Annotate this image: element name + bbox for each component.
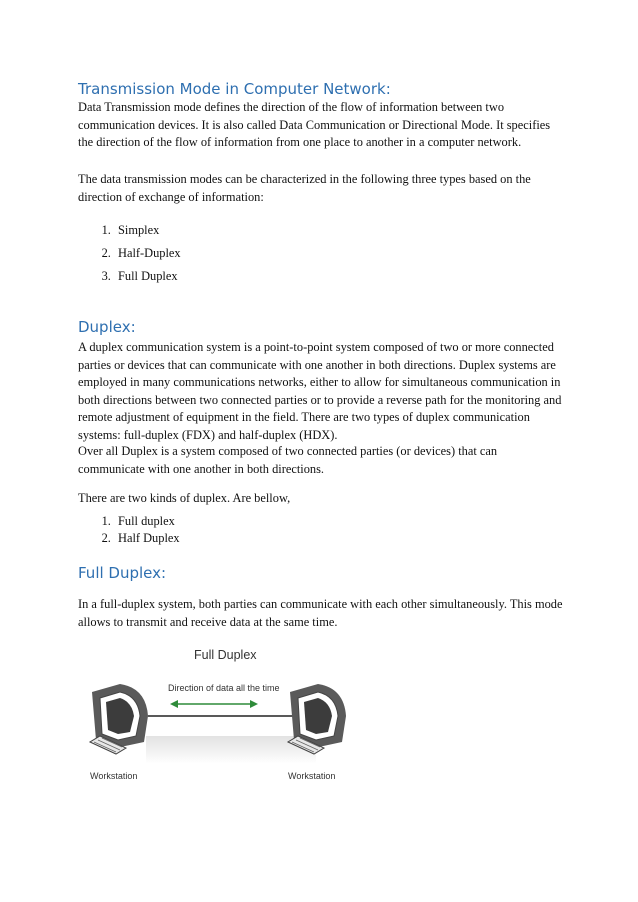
list-item: 2. Half Duplex [114, 530, 180, 547]
paragraph-transmission-types: The data transmission modes can be characterized in the following three types based on the direction of exchange of information: [78, 172, 531, 204]
list-transmission-modes [96, 219, 181, 288]
paragraph-duplex-summary: Over all Duplex is a system composed of two connected parties (or devices) that can communicate with one another in both directions. [78, 444, 498, 476]
workstation-right-icon [288, 684, 346, 754]
paragraph-duplex-definition: A duplex communication system is a point-to-point system composed of two or more connected parties or devices that can communicate with one another in both directions. Duplex systems are employed in many communications networks, either to allow for simultaneous communication in both directions between two connected parties or to provide a reverse path for the monitoring and remote adjustment of equipment in the field. There are two types of duplex communication systems: full-duplex (FDX) and half-duplex (HDX). [78, 340, 562, 442]
diagram-artwork [86, 644, 386, 784]
bidirectional-arrow-icon [170, 700, 258, 708]
list-item: 1. Full duplex [114, 513, 180, 530]
list-item: 1. Simplex [114, 219, 181, 242]
heading-full-duplex: Full Duplex: [78, 564, 167, 582]
paragraph-duplex-kinds: There are two kinds of duplex. Are bellow, [78, 491, 291, 505]
workstation-left-label: Workstation [90, 771, 138, 781]
heading-transmission-mode: Transmission Mode in Computer Network: [78, 80, 391, 98]
diagram-arrow-label: Direction of data all the time [168, 683, 280, 693]
list-item: 3. Full Duplex [114, 265, 181, 288]
list-item: 2. Half-Duplex [114, 242, 181, 265]
workstation-left-icon [90, 684, 148, 754]
full-duplex-diagram [86, 644, 386, 784]
paragraph-full-duplex: In a full-duplex system, both parties can communicate with each other simultaneously. This mode allows to transmit and receive data at the same time. [78, 597, 563, 629]
diagram-title: Full Duplex [194, 648, 257, 662]
workstation-right-label: Workstation [288, 771, 336, 781]
list-duplex-kinds [96, 513, 180, 546]
heading-duplex: Duplex: [78, 318, 136, 336]
paragraph-transmission-definition: Data Transmission mode defines the direction of the flow of information between two communication devices. It is also called Data Communication or Directional Mode. It specifies the direction of the flow of information from one place to another in a computer network. [78, 100, 551, 149]
